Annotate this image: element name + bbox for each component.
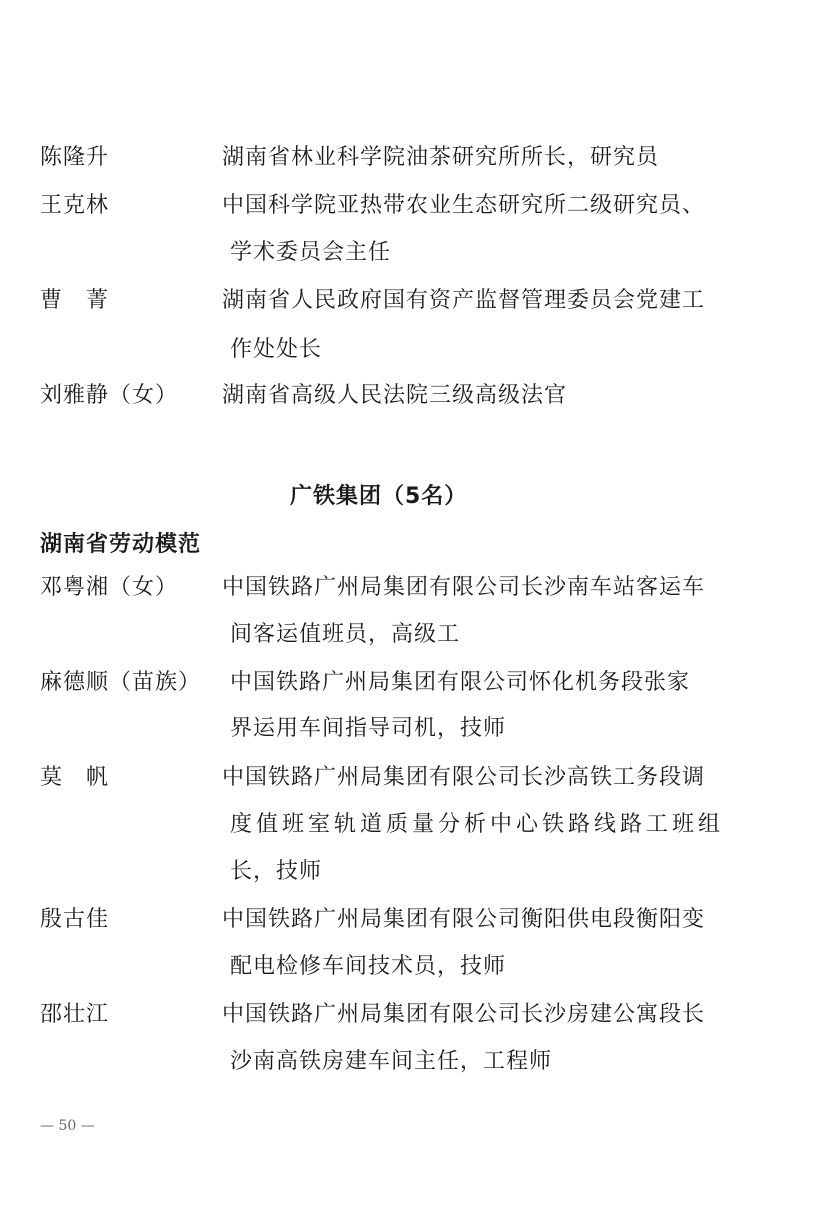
person-title-continued: 间客运值班员，高级工: [230, 622, 461, 647]
person-title: 中国铁路广州局集团有限公司长沙南车站客运车: [222, 575, 706, 600]
person-name: 刘雅静（女）: [40, 383, 179, 408]
person-title: 中国铁路广州局集团有限公司长沙高铁工务段调: [222, 765, 706, 790]
person-title: 中国科学院亚热带农业生态研究所二级研究员、: [222, 193, 706, 218]
person-name: 麻德顺（苗族）: [40, 670, 202, 695]
person-title-continued: 学术委员会主任: [230, 240, 392, 265]
person-title-continued: 长，技师: [230, 859, 323, 884]
person-title: 湖南省高级人民法院三级高级法官: [222, 383, 568, 408]
person-title-continued: 作处处长: [230, 337, 323, 362]
person-title-continued: 沙南高铁房建车间主任，工程师: [230, 1049, 553, 1074]
person-title-continued: 配电检修车间技术员，技师: [230, 954, 507, 979]
person-title: 湖南省人民政府国有资产监督管理委员会党建工: [222, 288, 706, 313]
person-name: 王克林: [40, 193, 110, 218]
person-title-continued: 度值班室轨道质量分析中心铁路线路工班组: [230, 812, 725, 837]
person-title-continued: 界运用车间指导司机，技师: [230, 716, 507, 741]
person-name: 莫 帆: [40, 765, 110, 790]
person-name: 殷古佳: [40, 907, 110, 932]
subheading: 湖南省劳动模范: [40, 532, 202, 557]
section-title: 广铁集团（5名）: [290, 484, 468, 509]
person-name: 邓粤湘（女）: [40, 575, 179, 600]
person-title: 中国铁路广州局集团有限公司长沙房建公寓段长: [222, 1002, 706, 1027]
person-title: 湖南省林业科学院油茶研究所所长，研究员: [222, 145, 660, 170]
person-name: 曹 菁: [40, 288, 110, 313]
person-name: 陈隆升: [40, 145, 110, 170]
person-title: 中国铁路广州局集团有限公司衡阳供电段衡阳变: [222, 907, 706, 932]
person-title: 中国铁路广州局集团有限公司怀化机务段张家: [230, 670, 691, 695]
page-number: — 50 —: [40, 1118, 95, 1134]
person-name: 邵壮江: [40, 1002, 110, 1027]
